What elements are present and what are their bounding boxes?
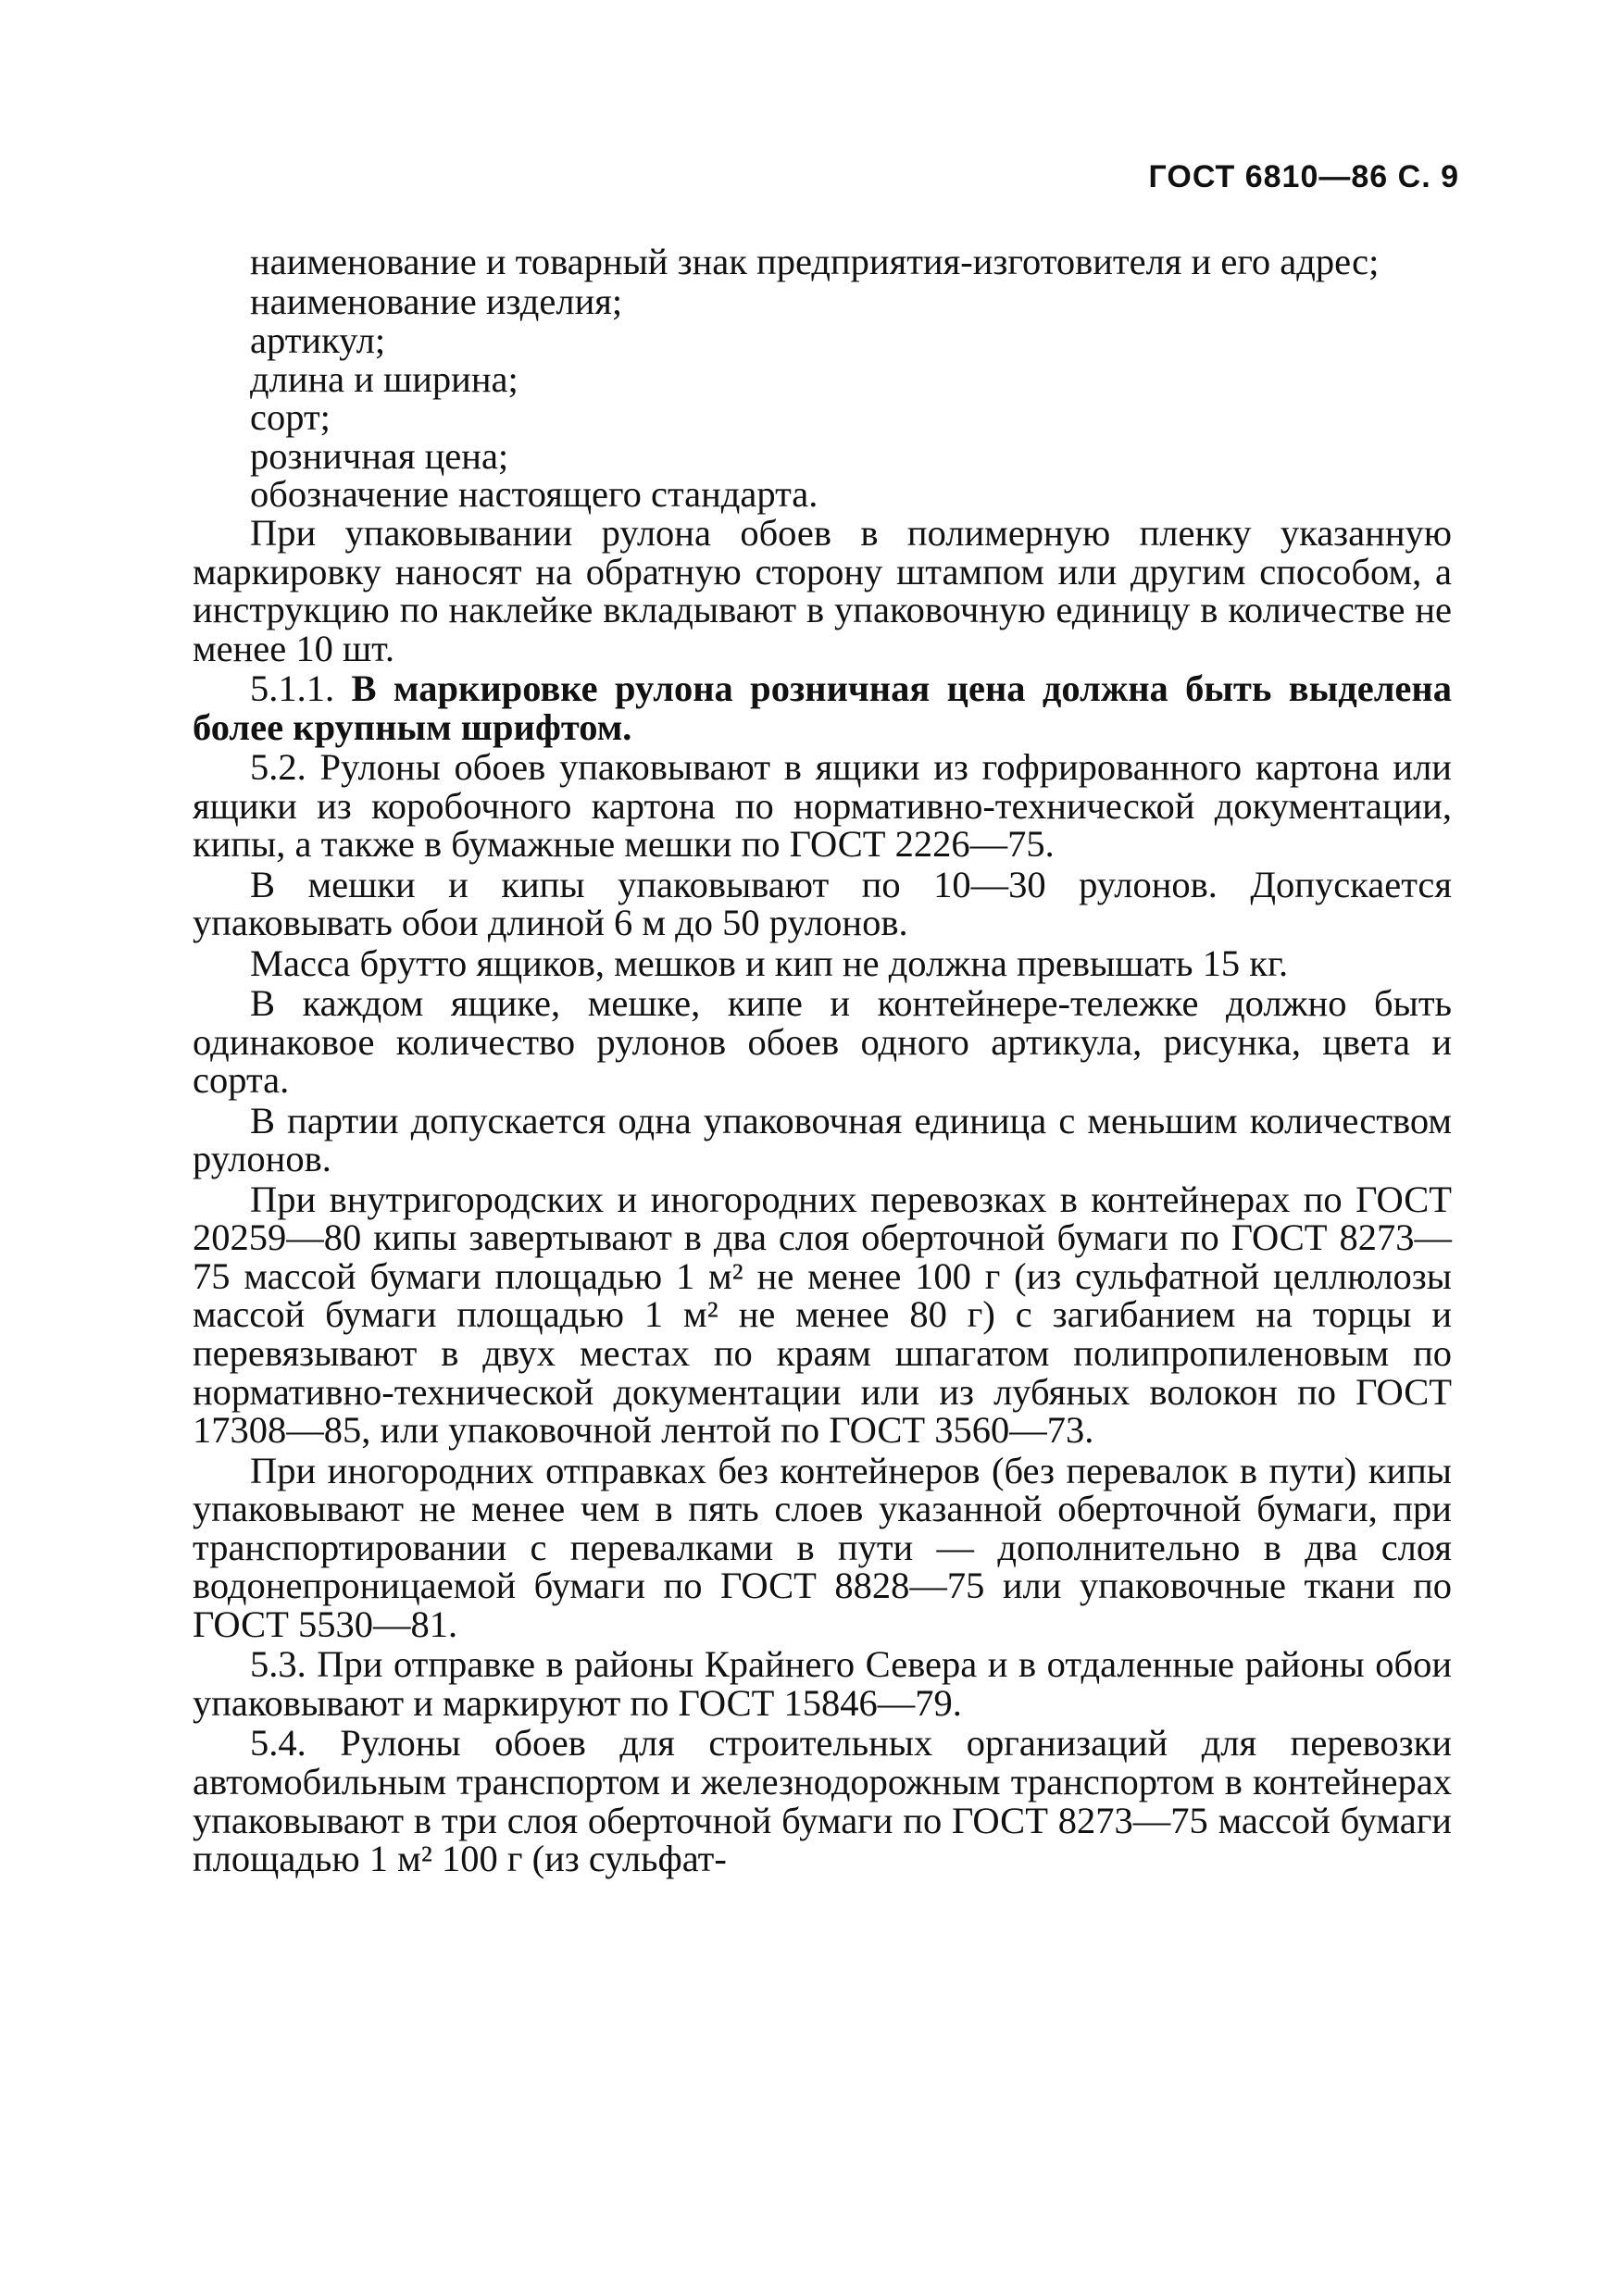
paragraph-5-3: 5.3. При отправке в районы Крайнего Севера и в отдаленные районы обои упаковывают и маркируют по ГОСТ 15846—79. (193, 1643, 1452, 1724)
paragraph: В каждом ящике, мешке, кипе и контейнере-тележке должно быть одинаковое количество рулонов обоев одного артикула, рисунка, цвета и сорта. (193, 982, 1452, 1102)
paragraph-5-4: 5.4. Рулоны обоев для строительных организаций для перевозки автомобильным транспортом и железнодорожным транспортом в контейнерах упаковывают в три слоя оберточной бумаги по ГОСТ 8273—75 массой бумаги площадью 1 м² 100 г (из сульфат- (193, 1722, 1452, 1880)
list-item: розничная цена; (250, 434, 509, 477)
list-item: артикул; (250, 318, 386, 361)
paragraph: В мешки и кипы упаковывают по 10—30 рулонов. Допускается упаковывать обои длиной 6 м до 50 рулонов. (193, 863, 1452, 944)
paragraph: В партии допускается одна упаковочная единица с меньшим количеством рулонов. (193, 1099, 1452, 1180)
paragraph-5-1-1 (193, 669, 1452, 746)
paragraph-5-2: 5.2. Рулоны обоев упаковывают в ящики из гофрированного картона или ящики из коробочного картона по нормативно-технической документации, кипы, а также в бумажные мешки по ГОСТ 2226—75. (193, 746, 1452, 866)
list-item: сорт; (250, 396, 331, 439)
clause-number: 5.1.1. (250, 667, 352, 710)
list-item: длина и ширина; (250, 357, 518, 400)
document-body (193, 243, 1452, 1880)
paragraph: наименование и товарный знак предприятия-изготовителя и его адрес; (250, 241, 1380, 282)
paragraph: При внутригородских и иногородних перевозках в контейнерах по ГОСТ 20259—80 кипы завертывают в два слоя оберточной бумаги по ГОСТ 8273—75 массой бумаги площадью 1 м² не менее 100 г (из сульфатной целлюлозы массой бумаги площадью 1 м² не менее 80 г) с загибанием на торцы и перевязывают в двух местах по краям шпагатом полипропиленовым по нормативно-технической документации или из лубяных волокон по ГОСТ 17308—85, или упаковочной лентой по ГОСТ 3560—73. (193, 1178, 1452, 1452)
paragraph: При иногородних отправках без контейнеров (без перевалок в пути) кипы упаковывают не менее чем в пять слоев указанной оберточной бумаги, при транспортировании с перевалками в пути — дополнительно в два слоя водонепроницаемой бумаги по ГОСТ 8828—75 или упаковочные ткани по ГОСТ 5530—81. (193, 1449, 1452, 1645)
paragraph: Масса брутто ящиков, мешков и кип не должна превышать 15 кг. (250, 942, 1289, 984)
list-item: наименование изделия; (250, 281, 623, 323)
paragraph: При упаковывании рулона обоев в полимерную пленку указанную маркировку наносят на обратную сторону штампом или другим способом, а инструкцию по наклейке вкладывают в упаковочную единицу в количестве не менее 10 шт. (193, 511, 1452, 669)
bold-text: В маркировке рулона розничная цена должна быть выделена более крупным шрифтом. (193, 667, 1452, 748)
page-header: ГОСТ 6810—86 С. 9 (1148, 159, 1459, 194)
list-item: обозначение настоящего стандарта. (250, 473, 818, 516)
